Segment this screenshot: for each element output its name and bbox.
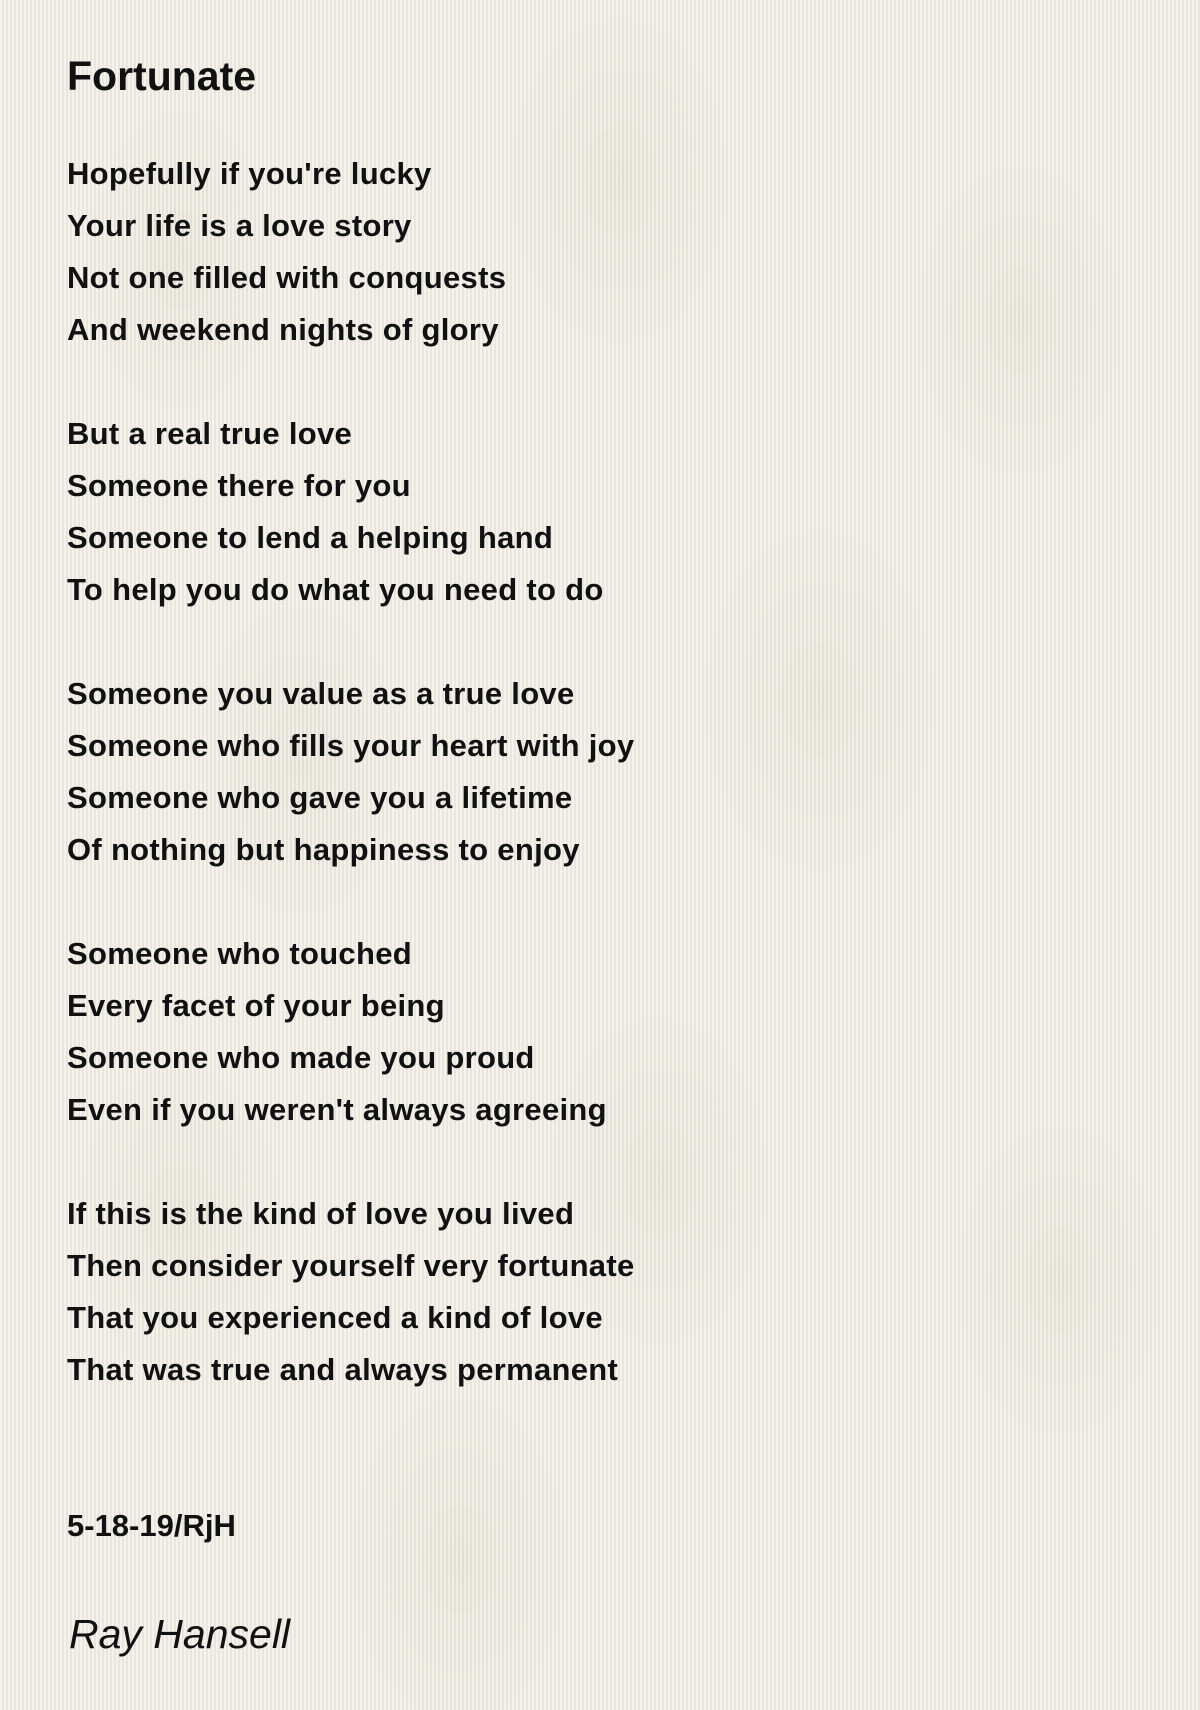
poem-line: To help you do what you need to do (67, 572, 604, 607)
poem-line: Not one filled with conquests (67, 260, 507, 295)
poem-line: Of nothing but happiness to enjoy (67, 832, 580, 867)
poem-line: Every facet of your being (67, 988, 445, 1023)
stanza (67, 928, 635, 1136)
poem-author: Ray Hansell (69, 1611, 291, 1657)
stanza (67, 408, 635, 616)
poem-line: That was true and always permanent (67, 1352, 619, 1387)
stanza (67, 1188, 635, 1396)
stanza (67, 668, 635, 876)
stanza (67, 148, 635, 356)
poem-body (67, 148, 635, 1448)
poem-line: But a real true love (67, 416, 353, 451)
poem-line: That you experienced a kind of love (67, 1300, 603, 1335)
poem-line: If this is the kind of love you lived (67, 1196, 575, 1231)
poem-line: Someone who touched (67, 936, 412, 971)
poem-title: Fortunate (67, 53, 257, 99)
poem-line: Someone who fills your heart with joy (67, 728, 635, 763)
date-signature: 5-18-19/RjH (67, 1508, 236, 1543)
poem-line: Someone who gave you a lifetime (67, 780, 573, 815)
poem-line: Then consider yourself very fortunate (67, 1248, 635, 1283)
poem-line: Even if you weren't always agreeing (67, 1092, 607, 1127)
poem-line: Someone who made you proud (67, 1040, 535, 1075)
poem-line: Someone there for you (67, 468, 411, 503)
poem-line: Your life is a love story (67, 208, 412, 243)
poem-line: And weekend nights of glory (67, 312, 499, 347)
poem-line: Someone you value as a true love (67, 676, 575, 711)
poem-line: Someone to lend a helping hand (67, 520, 554, 555)
poem-line: Hopefully if you're lucky (67, 156, 432, 191)
